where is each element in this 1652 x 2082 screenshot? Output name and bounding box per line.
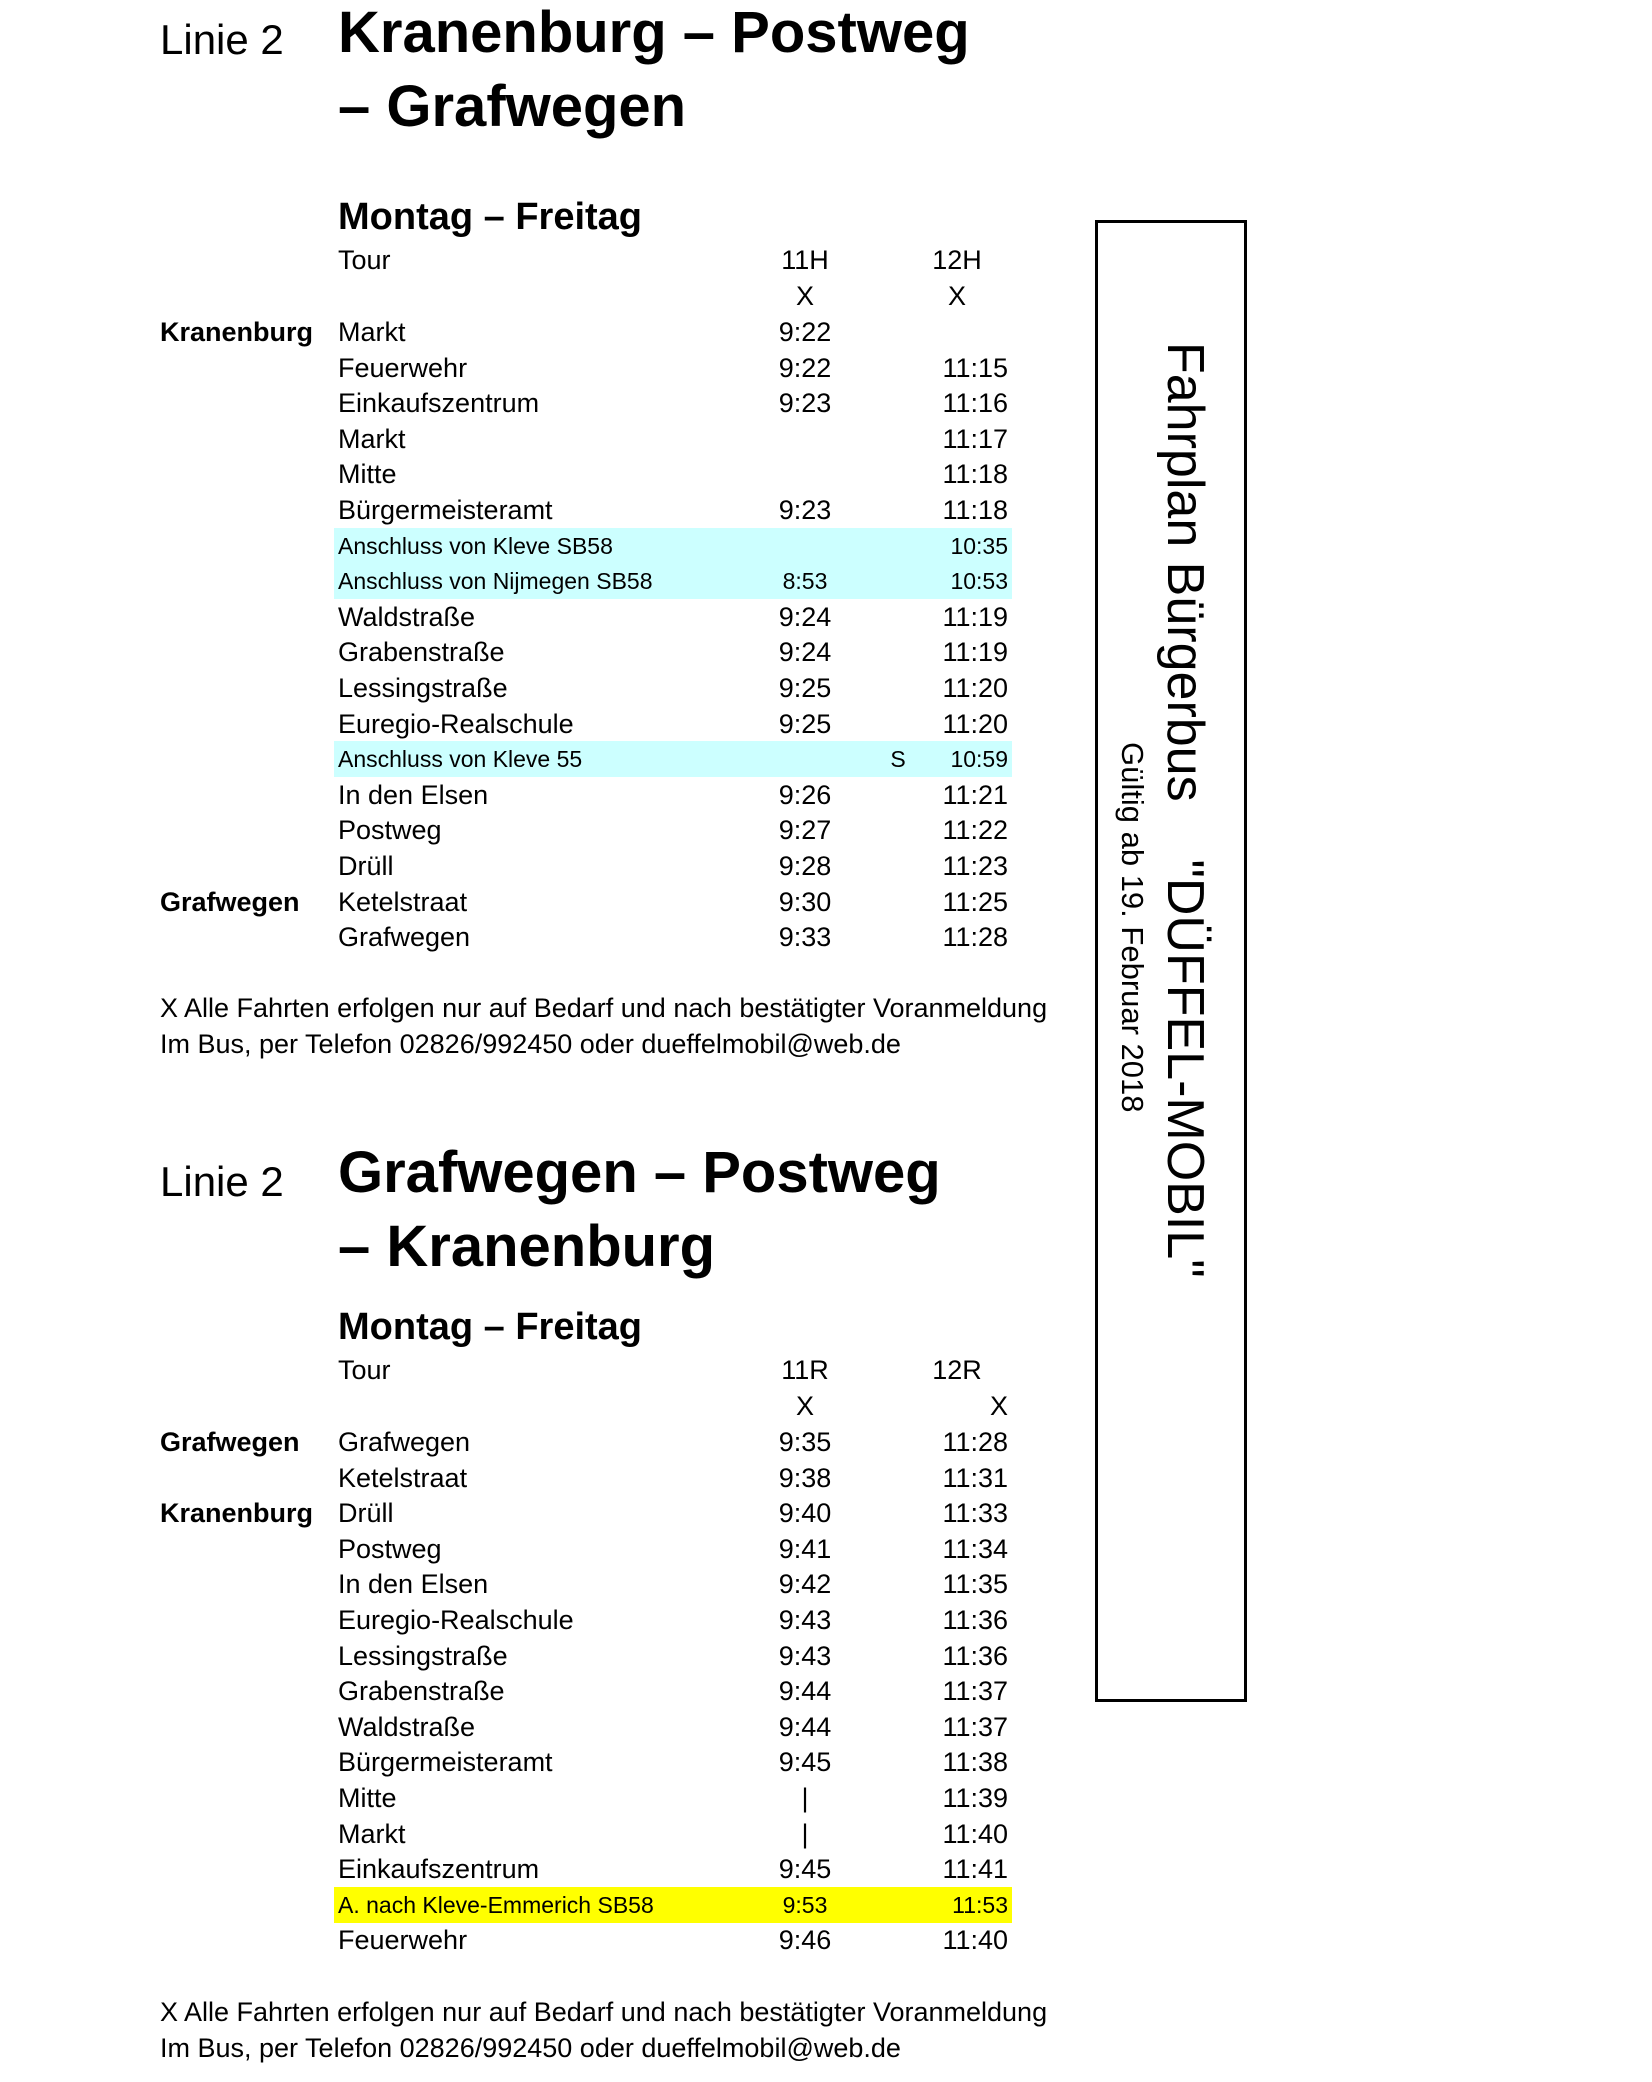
sidebar-valid-date: Gültig ab 19. Februar 2018 [1115,742,1150,1113]
cell-stop: Mitte [338,459,397,490]
cell-stop: Lessingstraße [338,673,508,703]
cell-stop: Anschluss von Nijmegen SB58 [338,568,653,595]
cell-t2: 11:21 [942,779,1008,810]
cell-stop: Einkaufszentrum [338,388,540,419]
table-row [0,1922,1652,1958]
cell-t1: 9:41 [778,1533,832,1564]
section1-days: Montag – Freitag [338,196,643,238]
table-row [0,1744,1652,1780]
table-row [0,919,1652,955]
cell-t2: 11:20 [942,673,1008,703]
tour1-label: 11H [781,245,829,275]
cell-stop: Anschluss von Kleve 55 [338,746,583,773]
cell-t2: 11:33 [942,1498,1008,1529]
cell-t2: 11:16 [942,388,1008,419]
cell-stop: Feuerwehr [338,1925,468,1956]
table-row [0,884,1652,920]
table-row [0,1709,1652,1745]
cell-t2: 11:39 [942,1783,1008,1813]
cell-t1: 9:53 [782,1891,828,1918]
section2-tour-row [0,1352,1652,1388]
cell-t2: 11:37 [942,1676,1008,1707]
section1-note1: X Alle Fahrten erfolgen nur auf Bedarf und nach bestätigter Voranmeldung [160,993,1048,1023]
cell-t2: 11:28 [942,922,1008,953]
table-row [0,1424,1652,1460]
cell-t1: 9:45 [778,1854,832,1885]
section1-tour-row [0,242,1652,278]
cell-stop: Ketelstraat [338,1462,468,1493]
cell-t2: 11:25 [942,886,1008,917]
cell-t1: 9:45 [778,1747,832,1778]
cell-t2: 11:31 [942,1462,1008,1493]
cell-t2: 11:40 [942,1925,1008,1956]
cell-stop: Markt [338,1818,406,1849]
cell-stop: Grabenstraße [338,637,505,668]
table-row [0,812,1652,848]
table-row [0,848,1652,884]
cell-t1: 9:33 [778,922,832,953]
cell-t1: | [801,1818,809,1849]
cell-t1: 9:23 [778,495,832,525]
cell-t2: 11:23 [942,851,1008,881]
sidebar-title: Fahrplan Bürgerbus "DÜFFEL-MOBIL" [1156,342,1214,1278]
table-row [0,1638,1652,1674]
cell-t2: 11:17 [942,423,1008,454]
x-marker-2: X [947,281,966,311]
table-row [0,1816,1652,1852]
cell-t2: 11:35 [942,1569,1008,1600]
cell-stop: Grabenstraße [338,1676,505,1707]
cell-region: Grafwegen [160,886,300,917]
table-row [0,385,1652,421]
table-row [0,1566,1652,1602]
cell-stop: Mitte [338,1783,397,1813]
cell-t1: 9:26 [778,779,832,810]
cell-t1: 9:43 [778,1640,832,1671]
cell-stop: Euregio-Realschule [338,1605,574,1635]
x-marker-2: X [989,1391,1008,1421]
cell-t1: 9:24 [778,637,832,668]
cell-t2: 11:41 [942,1854,1008,1885]
tour-label: Tour [338,245,391,275]
cell-t1: 9:22 [778,352,832,383]
table-row [0,492,1652,528]
table-row [0,1887,1652,1923]
cell-stop: Postweg [338,1533,442,1564]
cell-t2: 11:18 [942,459,1008,490]
section1-title-line2: – Grafwegen [338,74,687,139]
tour-label: Tour [338,1355,391,1385]
section2-linie: Linie 2 [160,1158,284,1205]
table-row [0,706,1652,742]
table-row [0,599,1652,635]
cell-stop: Anschluss von Kleve SB58 [338,532,613,559]
tour2-label: 12H [932,245,982,275]
cell-t1: 9:40 [778,1498,832,1529]
table-row [0,314,1652,350]
cell-t2: 11:38 [942,1747,1008,1778]
cell-stop: Grafwegen [338,1427,471,1457]
cell-stop: Euregio-Realschule [338,708,574,739]
cell-stop: Markt [338,317,406,347]
cell-t2: 11:15 [942,352,1008,383]
cell-stop: Ketelstraat [338,886,468,917]
cell-region: Grafwegen [160,1427,300,1457]
cell-t1: | [801,1783,809,1813]
cell-t2: 11:22 [942,815,1008,846]
cell-mark: S [890,746,906,773]
section2-title-line2: – Kranenburg [338,1214,716,1279]
cell-t1: 8:53 [782,568,828,595]
table-row [0,1851,1652,1887]
section2-x-row [0,1388,1652,1424]
table-row [0,350,1652,386]
cell-t2: 10:53 [950,568,1008,595]
table-row [0,777,1652,813]
cell-stop: Bürgermeisteramt [338,1747,553,1778]
section2-days: Montag – Freitag [338,1306,643,1348]
section1-title-line1: Kranenburg – Postweg [338,0,970,65]
table-row [0,670,1652,706]
table-row [0,1673,1652,1709]
tour2-label: 12R [932,1355,982,1385]
table-row [0,563,1652,599]
table-row [0,1495,1652,1531]
cell-t1: 9:30 [778,886,832,917]
cell-t1: 9:44 [778,1711,832,1742]
cell-t1: 9:24 [778,601,832,632]
cell-t2: 11:37 [942,1711,1008,1742]
cell-stop: Bürgermeisteramt [338,495,553,525]
section2-note2: Im Bus, per Telefon 02826/992450 oder dueffelmobil@web.de [160,2033,901,2063]
cell-t1: 9:22 [778,317,832,347]
cell-stop: In den Elsen [338,1569,489,1600]
cell-stop: Einkaufszentrum [338,1854,540,1885]
cell-t2: 11:20 [942,708,1008,739]
cell-t1: 9:38 [778,1462,832,1493]
cell-t2: 11:18 [942,495,1008,525]
cell-t1: 9:25 [778,708,832,739]
cell-t2: 11:34 [942,1533,1008,1564]
cell-t1: 9:35 [778,1427,832,1457]
cell-t2: 11:36 [942,1640,1008,1671]
cell-stop: Waldstraße [338,601,476,632]
cell-t2: 10:59 [950,746,1008,773]
cell-t1: 9:42 [778,1569,832,1600]
cell-t1: 9:43 [778,1605,832,1635]
table-row [0,1460,1652,1496]
table-row [0,1780,1652,1816]
cell-stop: A. nach Kleve-Emmerich SB58 [338,1891,654,1918]
cell-stop: Drüll [338,1498,394,1529]
cell-t2: 11:19 [942,601,1008,632]
table-row [0,1531,1652,1567]
x-marker-1: X [795,281,814,311]
table-row [0,741,1652,777]
tour1-label: 11R [781,1355,829,1385]
section1-linie: Linie 2 [160,16,284,63]
cell-stop: Markt [338,423,406,454]
cell-t2: 11:19 [942,637,1008,668]
cell-t1: 9:44 [778,1676,832,1707]
cell-t1: 9:46 [778,1925,832,1956]
cell-t2: 11:36 [942,1605,1008,1635]
cell-stop: Postweg [338,815,442,846]
cell-stop: Grafwegen [338,922,471,953]
section2-note1: X Alle Fahrten erfolgen nur auf Bedarf und nach bestätigter Voranmeldung [160,1997,1048,2027]
table-row [0,634,1652,670]
table-row [0,528,1652,564]
section1-x-row [0,278,1652,314]
cell-t1: 9:23 [778,388,832,419]
table-row [0,456,1652,492]
cell-region: Kranenburg [160,317,314,347]
cell-t1: 9:25 [778,673,832,703]
cell-t2: 11:53 [952,1891,1008,1918]
cell-t1: 9:28 [778,851,832,881]
cell-t2: 10:35 [950,532,1008,559]
cell-stop: In den Elsen [338,779,489,810]
section2-title-line1: Grafwegen – Postweg [338,1140,941,1205]
section1-note2: Im Bus, per Telefon 02826/992450 oder dueffelmobil@web.de [160,1029,901,1059]
x-marker-1: X [795,1391,814,1421]
cell-stop: Lessingstraße [338,1640,508,1671]
cell-stop: Waldstraße [338,1711,476,1742]
cell-t2: 11:28 [942,1427,1008,1457]
table-row [0,1602,1652,1638]
cell-t1: 9:27 [778,815,832,846]
cell-region: Kranenburg [160,1498,314,1529]
table-row [0,421,1652,457]
cell-stop: Drüll [338,851,394,881]
cell-t2: 11:40 [942,1818,1008,1849]
cell-stop: Feuerwehr [338,352,468,383]
